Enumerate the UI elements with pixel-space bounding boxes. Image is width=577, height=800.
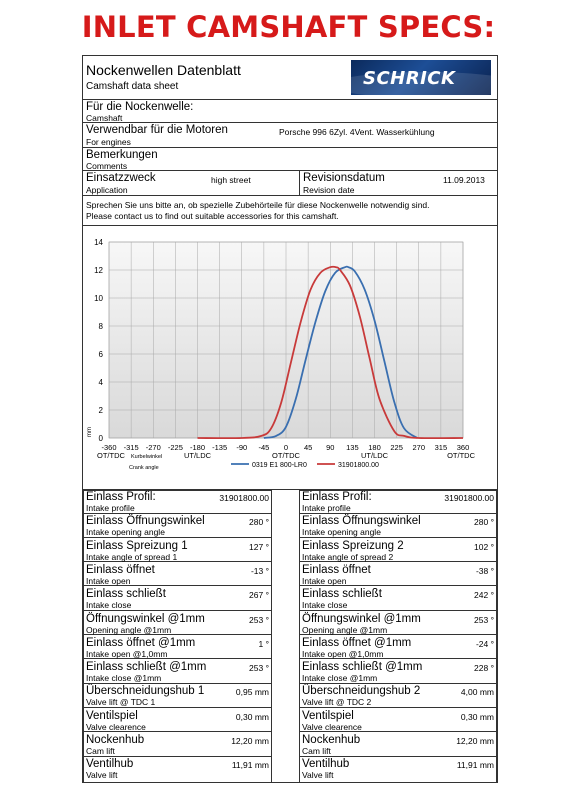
right-spec-row (300, 637, 496, 660)
revision-sublabel: Revision date (303, 185, 355, 195)
x-tick-label: 360 (456, 443, 470, 452)
spec-value: 0,95 mm (235, 687, 269, 698)
y-tick-label: 2 (98, 406, 103, 415)
note-row (83, 196, 497, 226)
spec-sublabel: Intake open @1,0mm (86, 648, 168, 659)
spec-label: Ventilspiel (302, 709, 354, 722)
application-value: high street (211, 175, 251, 185)
spec-sublabel: Cam lift (302, 746, 331, 756)
specs-left-column (83, 490, 272, 783)
spec-value: 0,30 mm (460, 711, 494, 722)
left-spec-row (84, 661, 271, 684)
page-banner: INLET CAMSHAFT SPECS: (81, 10, 496, 44)
right-spec-row (300, 540, 496, 563)
comments-row (83, 148, 497, 171)
spec-value: 1 ° (258, 638, 269, 649)
engines-value: Porsche 996 6Zyl. 4Vent. Wasserkühlung (279, 127, 435, 137)
spec-value: 11,91 mm (456, 760, 494, 771)
spec-label: Einlass Öffnungswinkel (302, 515, 421, 528)
spec-sublabel: Intake close (302, 600, 348, 611)
left-spec-row (84, 734, 271, 757)
spec-label: Einlass öffnet @1mm (86, 636, 196, 649)
spec-value: 12,20 mm (231, 736, 269, 746)
left-spec-row (84, 515, 271, 538)
x-group-label: OT/TDC (447, 451, 475, 460)
spec-label: Ventilhub (302, 758, 350, 771)
valve-lift-chart (83, 226, 497, 490)
spec-sublabel: Intake open (302, 575, 347, 586)
left-spec-row (84, 613, 271, 636)
logo-text: SCHRICK (363, 68, 456, 89)
y-tick-label: 12 (94, 266, 103, 275)
spec-sublabel: Intake profile (302, 503, 351, 513)
left-spec-row (84, 637, 271, 660)
right-spec-row (300, 685, 496, 708)
spec-sublabel: Intake open (86, 575, 131, 586)
spec-label: Einlass Profil: (302, 491, 372, 503)
spec-sublabel: Intake angle of spread 2 (302, 551, 394, 562)
x-tick-label: 315 (434, 443, 448, 452)
spec-label: Ventilspiel (86, 709, 138, 722)
y-tick-label: 10 (94, 294, 103, 303)
spec-value: 12,20 mm (456, 736, 494, 746)
spec-label: Einlass öffnet (302, 563, 371, 576)
comments-sublabel: Comments (86, 161, 128, 171)
x-tick-label: -180 (189, 443, 206, 452)
x-tick-label: -315 (123, 443, 139, 452)
x-group-label: OT/TDC (272, 451, 300, 460)
revision-label: Revisionsdatum (303, 172, 385, 184)
y-tick-label: 0 (98, 434, 103, 443)
spec-sublabel: Valve clearence (86, 721, 146, 732)
spec-label: Überschneidungshub 2 (302, 685, 421, 698)
spec-label: Einlass öffnet (86, 563, 155, 576)
x-tick-label: 0 (283, 443, 289, 452)
sheet-title: Nockenwellen Datenblatt (86, 62, 241, 78)
spec-value: 102 ° (474, 541, 494, 552)
spec-value: 31901800.00 (219, 493, 269, 503)
x-tick-label: -90 (236, 443, 248, 452)
left-spec-row (84, 710, 271, 733)
note-english: Please contact us to find out suitable accessories for this camshaft. (86, 211, 339, 221)
sheet-header (83, 56, 497, 100)
x-tick-label: 180 (368, 443, 381, 452)
right-spec-row (300, 758, 496, 781)
right-spec-row (300, 710, 496, 733)
spec-label: Einlass Spreizung 1 (86, 539, 188, 552)
revision-value: 11.09.2013 (443, 175, 485, 185)
spec-sublabel: Intake profile (86, 503, 135, 513)
spec-label: Nockenhub (86, 734, 145, 746)
spec-label: Überschneidungshub 1 (86, 685, 205, 698)
right-spec-row (300, 564, 496, 587)
engines-row (83, 123, 497, 148)
x-tick-label: -45 (258, 443, 270, 452)
x-group-label: UT/LDC (360, 451, 389, 460)
spec-label: Einlass schließt (302, 588, 382, 601)
right-spec-row (300, 613, 496, 636)
spec-sublabel: Intake close (86, 600, 132, 611)
y-tick-label: 4 (98, 378, 103, 387)
spec-label: Einlass Spreizung 2 (302, 539, 404, 552)
right-spec-row (300, 661, 496, 684)
spec-sublabel: Opening angle @1mm (302, 624, 388, 635)
y-tick-label: 14 (94, 238, 103, 247)
spec-value: 127 ° (249, 541, 269, 552)
left-spec-row (84, 540, 271, 563)
y-axis-unit: mm (87, 427, 93, 437)
spec-value: -38 ° (475, 565, 494, 576)
spec-label: Einlass Öffnungswinkel (86, 515, 205, 528)
spec-sublabel: Valve lift (86, 770, 118, 781)
x-tick-label: -135 (212, 443, 228, 452)
spec-value: -24 ° (475, 638, 494, 649)
spec-sublabel: Intake open @1,0mm (302, 648, 384, 659)
sheet-subtitle: Camshaft data sheet (86, 81, 179, 92)
y-tick-label: 6 (98, 350, 103, 359)
engines-label: Verwendbar für die Motoren (86, 124, 228, 136)
right-spec-row (300, 734, 496, 757)
left-spec-row (84, 491, 271, 514)
spec-label: Einlass schließt @1mm (302, 661, 423, 674)
legend-label: 0319 E1 800-LR0 (252, 462, 307, 469)
x-tick-label: 270 (412, 443, 426, 452)
camshaft-label: Für die Nockenwelle: (86, 101, 194, 113)
spec-value: 31901800.00 (444, 493, 494, 503)
row-divider (299, 171, 300, 195)
spec-value: -13 ° (250, 565, 269, 576)
right-spec-row (300, 491, 496, 514)
spec-sublabel: Intake opening angle (302, 527, 381, 538)
spec-label: Öffnungswinkel @1mm (86, 612, 205, 625)
schrick-logo (351, 60, 491, 95)
x-tick-label: 90 (326, 443, 335, 452)
spec-value: 228 ° (474, 663, 494, 674)
spec-value: 253 ° (249, 614, 269, 625)
x-tick-label: -270 (145, 443, 161, 452)
spec-value: 253 ° (249, 663, 269, 674)
spec-sublabel: Intake angle of spread 1 (86, 551, 178, 562)
comments-label: Bemerkungen (86, 149, 158, 161)
x-group-label: UT/LDC (183, 451, 212, 460)
left-spec-row (84, 685, 271, 708)
application-row (83, 171, 497, 196)
note-german: Sprechen Sie uns bitte an, ob spezielle Zubehörteile für diese Nockenwelle notwendig sind. (86, 200, 430, 210)
spec-value: 11,91 mm (231, 760, 269, 771)
y-tick-label: 8 (98, 322, 103, 331)
spec-sublabel: Cam lift (86, 746, 115, 756)
spec-sublabel: Valve lift (302, 770, 334, 781)
spec-label: Nockenhub (302, 734, 361, 746)
spec-value: 253 ° (474, 614, 494, 625)
spec-label: Ventilhub (86, 758, 134, 771)
spec-value: 280 ° (249, 517, 269, 528)
spec-value: 280 ° (474, 517, 494, 528)
x-tick-label: 135 (346, 443, 359, 452)
x-axis-subtitle-en: Crank angle (129, 465, 159, 471)
spec-sublabel: Opening angle @1mm (86, 624, 172, 635)
left-spec-row (84, 564, 271, 587)
spec-label: Einlass Profil: (86, 491, 156, 503)
camshaft-row (83, 100, 497, 123)
spec-sublabel: Valve lift @ TDC 2 (302, 697, 372, 708)
x-group-label: OT/TDC (97, 451, 125, 460)
spec-value: 267 ° (249, 590, 269, 601)
spec-sublabel: Intake opening angle (86, 527, 165, 538)
spec-label: Öffnungswinkel @1mm (302, 612, 421, 625)
x-tick-label: 225 (390, 443, 403, 452)
x-tick-label: -360 (101, 443, 117, 452)
engines-sublabel: For engines (86, 137, 131, 147)
specs-right-column (299, 490, 497, 783)
spec-sublabel: Intake close @1mm (302, 673, 378, 684)
right-spec-row (300, 515, 496, 538)
x-tick-label: -225 (167, 443, 183, 452)
spec-sublabel: Valve clearence (302, 721, 362, 732)
spec-label: Einlass öffnet @1mm (302, 636, 412, 649)
left-spec-row (84, 758, 271, 781)
application-label: Einsatzzweck (86, 172, 156, 184)
right-spec-row (300, 588, 496, 611)
spec-label: Einlass schließt @1mm (86, 661, 207, 674)
valve-lift-chart-svg (83, 226, 497, 489)
application-sublabel: Application (86, 185, 128, 195)
x-tick-label: 45 (303, 443, 313, 452)
spec-sublabel: Valve lift @ TDC 1 (86, 697, 156, 708)
spec-value: 4,00 mm (460, 687, 494, 698)
x-axis-subtitle-de: Kurbelwinkel (131, 454, 163, 460)
spec-value: 0,30 mm (235, 711, 269, 722)
spec-sublabel: Intake close @1mm (86, 673, 162, 684)
camshaft-data-sheet (82, 55, 498, 783)
spec-value: 242 ° (474, 590, 494, 601)
camshaft-sublabel: Camshaft (86, 113, 123, 123)
spec-label: Einlass schließt (86, 588, 166, 601)
left-spec-row (84, 588, 271, 611)
legend-label: 31901800.00 (338, 462, 379, 469)
